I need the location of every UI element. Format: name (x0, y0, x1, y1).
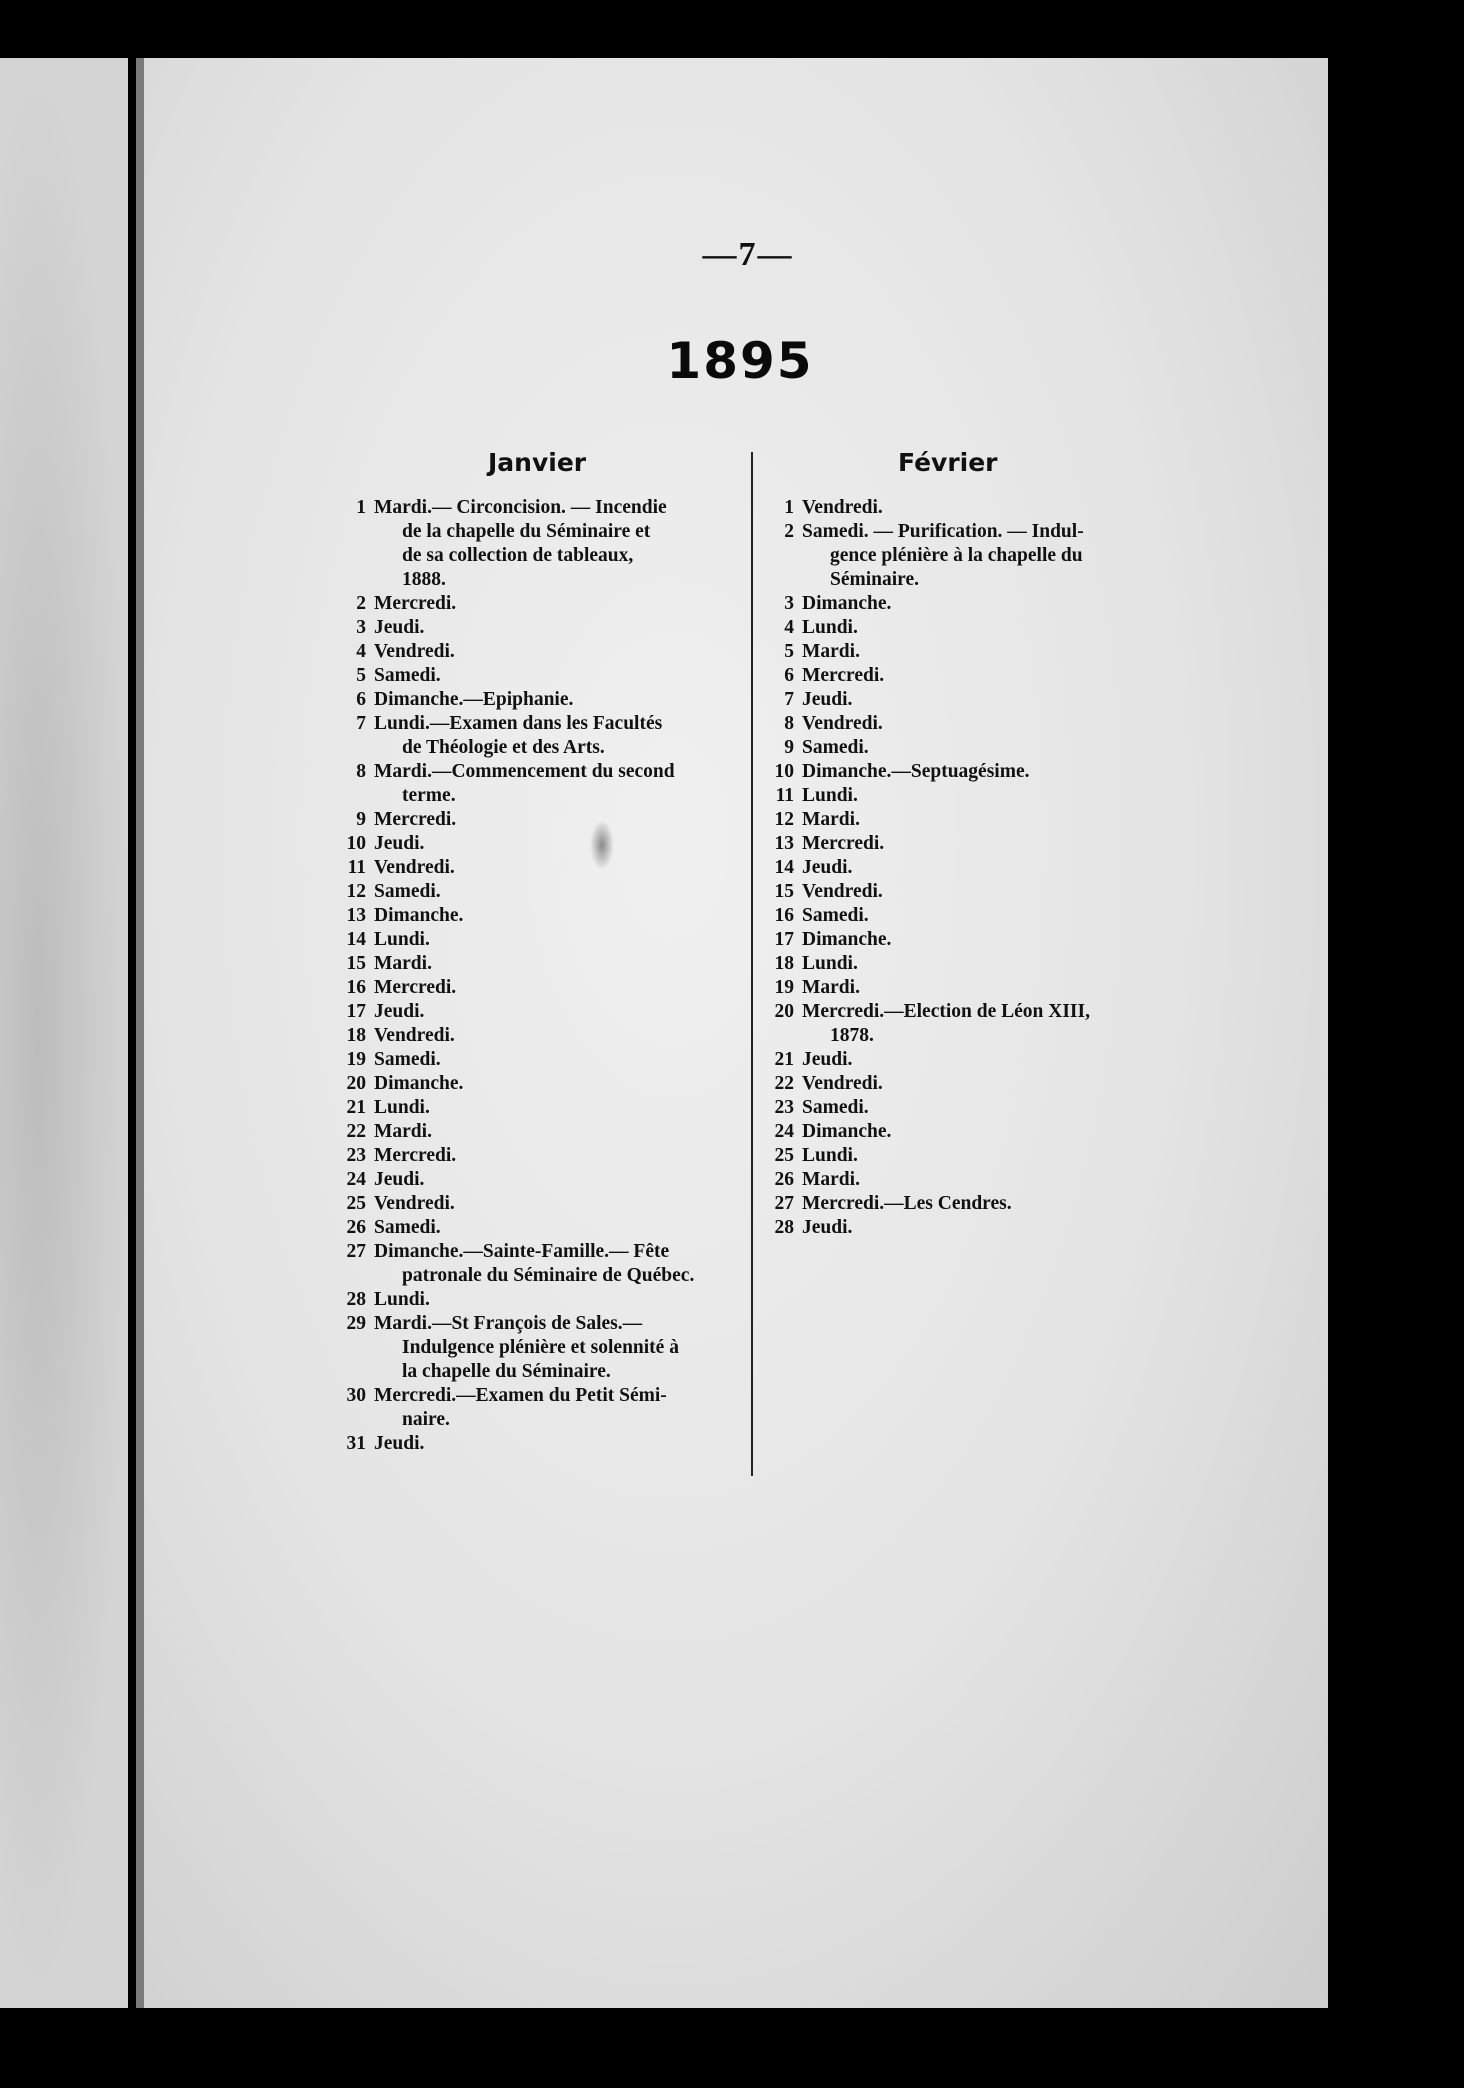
day-text (374, 640, 742, 664)
day-number: 6 (784, 665, 794, 686)
calendar-entry (760, 520, 1172, 592)
calendar-entry (332, 688, 742, 712)
day-text (802, 664, 1172, 688)
entry-line: Samedi. (374, 665, 441, 686)
day-number: 3 (356, 617, 366, 638)
entry-line: Vendredi. (374, 641, 455, 662)
day-text (802, 1072, 1172, 1096)
day-number: 14 (346, 929, 366, 950)
entry-line: Lundi. (374, 1289, 430, 1310)
entry-line: Mercredi.—Examen du Petit Sémi- (374, 1385, 667, 1406)
day-number: 5 (356, 665, 366, 686)
day-text (802, 736, 1172, 760)
entry-line: naire. (402, 1409, 450, 1430)
day-number: 31 (346, 1433, 366, 1454)
day-text (802, 1216, 1172, 1240)
entry-line: Lundi. (802, 785, 858, 806)
calendar-entry (332, 880, 742, 904)
day-number: 9 (784, 737, 794, 758)
day-text (802, 1168, 1172, 1192)
entry-line: Mercredi. (802, 665, 885, 686)
entry-line: Jeudi. (374, 1433, 425, 1454)
day-text (802, 904, 1172, 928)
entry-line: Dimanche.—Epiphanie. (374, 689, 574, 710)
entry-line: Vendredi. (802, 713, 883, 734)
entry-line: Jeudi. (374, 833, 425, 854)
calendar-entry (332, 952, 742, 976)
calendar-entry (760, 784, 1172, 808)
day-text (802, 1000, 1172, 1048)
calendar-entry (760, 592, 1172, 616)
day-text (374, 856, 742, 880)
day-text (374, 616, 742, 640)
day-text (802, 1144, 1172, 1168)
entry-line: de sa collection de tableaux, (402, 545, 634, 566)
entry-line: Vendredi. (802, 881, 883, 902)
day-number: 9 (356, 809, 366, 830)
calendar-entry (760, 1000, 1172, 1048)
entry-line: Samedi. (374, 1217, 441, 1238)
entry-line: Samedi. (802, 1097, 869, 1118)
day-number: 15 (346, 953, 366, 974)
day-number: 14 (774, 857, 794, 878)
month-heading-janvier: Janvier (488, 448, 587, 477)
day-number: 8 (356, 761, 366, 782)
calendar-entry (332, 496, 742, 592)
calendar-entry (332, 928, 742, 952)
calendar-entry (760, 1216, 1172, 1240)
facing-page-edge (0, 58, 128, 2008)
day-text (802, 760, 1172, 784)
day-text (374, 928, 742, 952)
day-number: 25 (774, 1145, 794, 1166)
calendar-entry (760, 952, 1172, 976)
page-number: —7— (702, 236, 794, 273)
entry-line: Mardi.—St François de Sales.— (374, 1313, 643, 1334)
day-text (802, 616, 1172, 640)
day-number: 13 (346, 905, 366, 926)
day-number: 20 (346, 1073, 366, 1094)
day-text (374, 712, 742, 760)
entry-line: Mercredi. (374, 809, 457, 830)
entry-line: Samedi. (802, 905, 869, 926)
day-number: 17 (346, 1001, 366, 1022)
day-text (802, 496, 1172, 520)
day-number: 24 (774, 1121, 794, 1142)
calendar-entry (760, 688, 1172, 712)
day-number: 3 (784, 593, 794, 614)
calendar-entry (332, 832, 742, 856)
day-number: 21 (346, 1097, 366, 1118)
day-number: 4 (784, 617, 794, 638)
entry-line: Dimanche. (374, 905, 464, 926)
day-text (802, 1096, 1172, 1120)
entry-line: Mardi. (374, 1121, 432, 1142)
calendar-entry (332, 1072, 742, 1096)
day-text (374, 1120, 742, 1144)
calendar-entry (332, 1048, 742, 1072)
calendar-entry (332, 1384, 742, 1432)
day-number: 29 (346, 1313, 366, 1334)
day-text (802, 784, 1172, 808)
calendar-entry (332, 640, 742, 664)
day-text (802, 592, 1172, 616)
day-number: 13 (774, 833, 794, 854)
entry-line: gence plénière à la chapelle du (830, 545, 1083, 566)
day-number: 8 (784, 713, 794, 734)
day-number: 1 (356, 497, 366, 518)
entry-line: Jeudi. (802, 1049, 853, 1070)
day-number: 2 (784, 521, 794, 542)
calendar-entry (760, 1072, 1172, 1096)
day-number: 18 (774, 953, 794, 974)
day-text (374, 1000, 742, 1024)
entry-line: Jeudi. (374, 1001, 425, 1022)
day-number: 15 (774, 881, 794, 902)
calendar-entry (332, 760, 742, 808)
entry-line: Vendredi. (802, 1073, 883, 1094)
entry-line: Vendredi. (374, 857, 455, 878)
day-text (374, 1192, 742, 1216)
day-number: 16 (774, 905, 794, 926)
entry-line: Dimanche.—Sainte-Famille.— Fête (374, 1241, 670, 1262)
entry-line: Samedi. (802, 737, 869, 758)
day-number: 12 (774, 809, 794, 830)
entry-line: Dimanche. (802, 929, 892, 950)
calendar-entry (332, 712, 742, 760)
calendar-entry (760, 976, 1172, 1000)
calendar-entry (760, 1144, 1172, 1168)
janvier-column (332, 496, 742, 1456)
day-number: 24 (346, 1169, 366, 1190)
day-number: 20 (774, 1001, 794, 1022)
day-text (374, 976, 742, 1000)
calendar-entry (332, 616, 742, 640)
calendar-entry (332, 592, 742, 616)
entry-line: Samedi. — Purification. — Indul- (802, 521, 1084, 542)
entry-line: Vendredi. (374, 1025, 455, 1046)
entry-line: Jeudi. (374, 617, 425, 638)
day-text (802, 1048, 1172, 1072)
day-number: 17 (774, 929, 794, 950)
column-divider (751, 452, 753, 1476)
day-number: 10 (774, 761, 794, 782)
day-number: 27 (346, 1241, 366, 1262)
day-text (802, 952, 1172, 976)
entry-line: Mercredi.—Les Cendres. (802, 1193, 1012, 1214)
day-text (374, 808, 742, 832)
day-text (374, 832, 742, 856)
entry-line: Vendredi. (802, 497, 883, 518)
day-text (374, 496, 742, 592)
calendar-entry (760, 664, 1172, 688)
day-text (374, 664, 742, 688)
day-number: 10 (346, 833, 366, 854)
day-number: 22 (774, 1073, 794, 1094)
day-text (802, 928, 1172, 952)
calendar-entry (760, 1096, 1172, 1120)
entry-line: Dimanche. (374, 1073, 464, 1094)
entry-line: Séminaire. (830, 569, 920, 590)
calendar-entry (332, 1216, 742, 1240)
calendar-entry (760, 712, 1172, 736)
entry-line: Vendredi. (374, 1193, 455, 1214)
entry-line: Jeudi. (802, 1217, 853, 1238)
day-text (374, 1168, 742, 1192)
calendar-entry (332, 1024, 742, 1048)
day-number: 19 (774, 977, 794, 998)
entry-line: de Théologie et des Arts. (402, 737, 605, 758)
entry-line: Dimanche. (802, 1121, 892, 1142)
day-text (374, 904, 742, 928)
day-number: 22 (346, 1121, 366, 1142)
entry-line: Dimanche.—Septuagésime. (802, 761, 1030, 782)
calendar-entry (760, 1048, 1172, 1072)
entry-line: la chapelle du Séminaire. (402, 1361, 611, 1382)
calendar-entry (760, 496, 1172, 520)
day-number: 16 (346, 977, 366, 998)
day-number: 6 (356, 689, 366, 710)
calendar-entry (760, 1168, 1172, 1192)
day-number: 11 (775, 785, 794, 806)
day-text (374, 1072, 742, 1096)
day-number: 21 (774, 1049, 794, 1070)
day-number: 25 (346, 1193, 366, 1214)
entry-line: Mardi. (802, 977, 860, 998)
year-heading: 1895 (666, 332, 814, 390)
day-text (374, 1096, 742, 1120)
calendar-entry (760, 880, 1172, 904)
entry-line: Jeudi. (802, 857, 853, 878)
entry-line: Mardi. (802, 809, 860, 830)
calendar-entry (760, 760, 1172, 784)
entry-line: Jeudi. (802, 689, 853, 710)
day-text (802, 688, 1172, 712)
day-text (374, 1288, 742, 1312)
calendar-entry (332, 976, 742, 1000)
calendar-entry (760, 1120, 1172, 1144)
entry-line: Lundi. (374, 1097, 430, 1118)
entry-line: Lundi. (802, 617, 858, 638)
calendar-entry (332, 1240, 742, 1288)
day-number: 30 (346, 1385, 366, 1406)
day-text (802, 640, 1172, 664)
calendar-entry (760, 904, 1172, 928)
calendar-entry (332, 1000, 742, 1024)
calendar-entry (760, 808, 1172, 832)
calendar-entry (332, 1096, 742, 1120)
day-text (802, 808, 1172, 832)
entry-line: Mercredi.—Election de Léon XIII, (802, 1001, 1090, 1022)
day-text (374, 1144, 742, 1168)
day-text (374, 1240, 742, 1288)
day-number: 4 (356, 641, 366, 662)
day-text (374, 880, 742, 904)
day-number: 26 (346, 1217, 366, 1238)
calendar-entry (332, 856, 742, 880)
entry-line: 1888. (402, 569, 446, 590)
calendar-entry (760, 736, 1172, 760)
entry-line: Samedi. (374, 1049, 441, 1070)
day-text (374, 1216, 742, 1240)
entry-line: Mardi.— Circoncision. — Incendie (374, 497, 667, 518)
day-text (802, 1120, 1172, 1144)
day-text (374, 592, 742, 616)
day-text (802, 856, 1172, 880)
calendar-entry (332, 1120, 742, 1144)
day-number: 1 (784, 497, 794, 518)
calendar-entry (332, 1144, 742, 1168)
entry-line: Lundi. (802, 953, 858, 974)
calendar-entry (760, 640, 1172, 664)
calendar-entry (332, 1312, 742, 1384)
day-text (374, 1312, 742, 1384)
calendar-entry (332, 808, 742, 832)
day-number: 7 (356, 713, 366, 734)
entry-line: patronale du Séminaire de Québec. (402, 1265, 695, 1286)
calendar-entry (760, 1192, 1172, 1216)
entry-line: terme. (402, 785, 456, 806)
day-text (802, 880, 1172, 904)
entry-line: Mercredi. (374, 977, 457, 998)
day-text (374, 1048, 742, 1072)
entry-line: Mercredi. (802, 833, 885, 854)
entry-line: Lundi.—Examen dans les Facultés (374, 713, 663, 734)
day-text (802, 1192, 1172, 1216)
entry-line: Lundi. (802, 1145, 858, 1166)
entry-line: Mercredi. (374, 1145, 457, 1166)
day-number: 28 (346, 1289, 366, 1310)
day-text (374, 1384, 742, 1432)
calendar-entry (332, 1432, 742, 1456)
entry-line: Mercredi. (374, 593, 457, 614)
day-number: 27 (774, 1193, 794, 1214)
calendar-entry (332, 1288, 742, 1312)
month-heading-fevrier: Février (898, 448, 998, 477)
day-number: 23 (774, 1097, 794, 1118)
day-text (374, 1432, 742, 1456)
entry-line: Samedi. (374, 881, 441, 902)
day-number: 5 (784, 641, 794, 662)
day-text (802, 976, 1172, 1000)
day-number: 26 (774, 1169, 794, 1190)
calendar-entry (760, 928, 1172, 952)
day-text (802, 712, 1172, 736)
entry-line: Mardi.—Commencement du second (374, 761, 675, 782)
calendar-entry (332, 1192, 742, 1216)
entry-line: Jeudi. (374, 1169, 425, 1190)
day-number: 18 (346, 1025, 366, 1046)
day-number: 28 (774, 1217, 794, 1238)
entry-line: de la chapelle du Séminaire et (402, 521, 651, 542)
day-number: 12 (346, 881, 366, 902)
entry-line: Mardi. (802, 1169, 860, 1190)
entry-line: Mardi. (802, 641, 860, 662)
calendar-entry (760, 856, 1172, 880)
fevrier-column (760, 496, 1172, 1240)
day-number: 2 (356, 593, 366, 614)
page-fold (136, 58, 144, 2008)
day-text (374, 688, 742, 712)
day-text (374, 952, 742, 976)
day-number: 7 (784, 689, 794, 710)
day-number: 23 (346, 1145, 366, 1166)
day-text (802, 832, 1172, 856)
entry-line: Indulgence plénière et solennité à (402, 1337, 679, 1358)
day-number: 11 (347, 857, 366, 878)
entry-line: 1878. (830, 1025, 874, 1046)
calendar-entry (760, 616, 1172, 640)
calendar-entry (332, 664, 742, 688)
entry-line: Lundi. (374, 929, 430, 950)
day-text (374, 1024, 742, 1048)
calendar-entry (332, 1168, 742, 1192)
day-text (802, 520, 1172, 592)
calendar-entry (332, 904, 742, 928)
entry-line: Dimanche. (802, 593, 892, 614)
day-text (374, 760, 742, 808)
calendar-entry (760, 832, 1172, 856)
day-number: 19 (346, 1049, 366, 1070)
entry-line: Mardi. (374, 953, 432, 974)
